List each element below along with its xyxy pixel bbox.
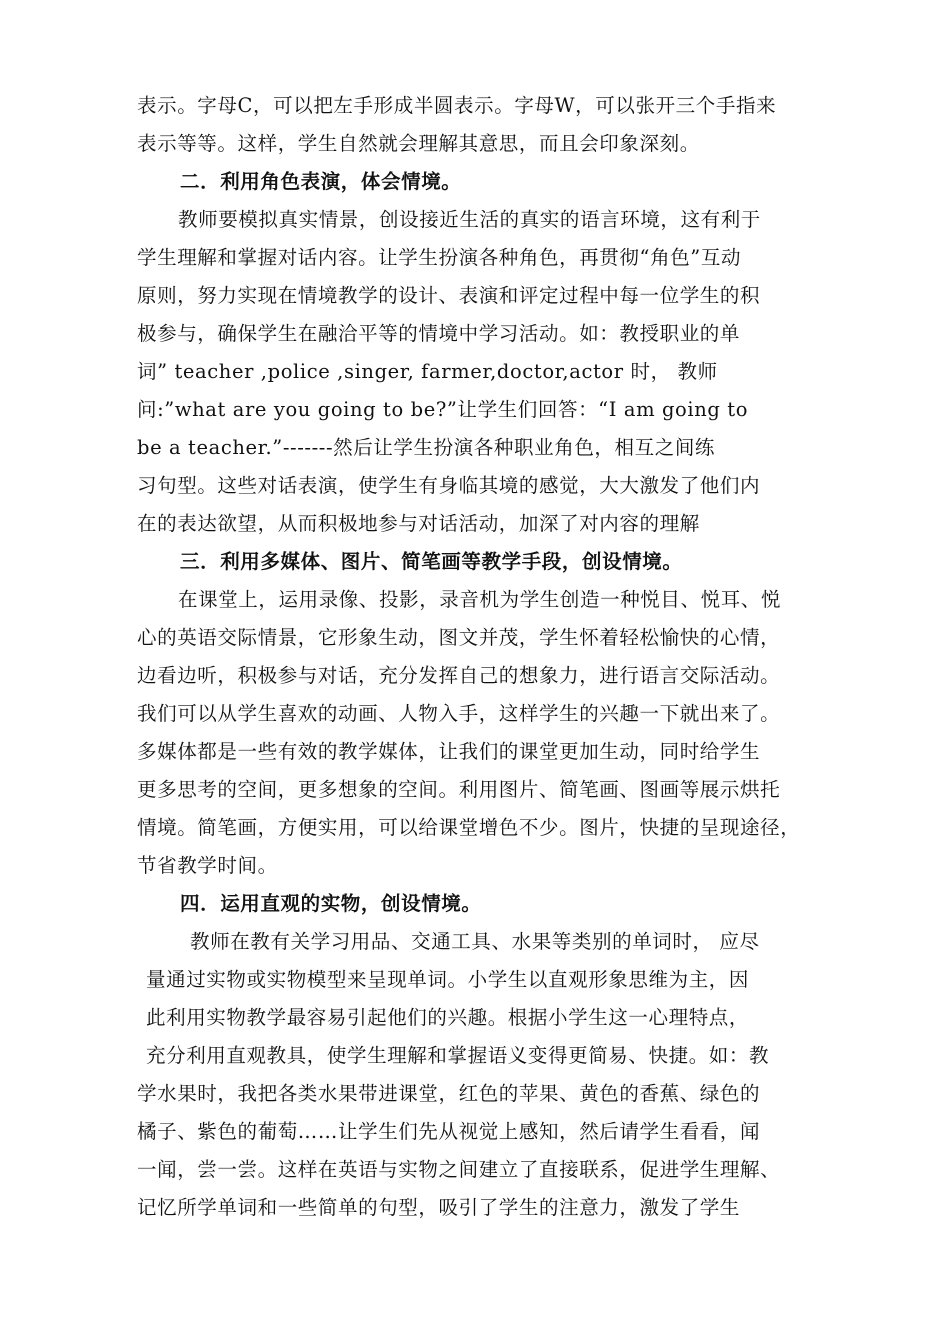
text-line: 橘子、紫色的葡萄……让学生们先从视觉上感知，然后请学生看看，闻 xyxy=(137,1120,761,1143)
text-line: 教师要模拟真实情景，创设接近生活的真实的语言环境，这有利于 xyxy=(178,208,761,231)
text-line: 节省教学时间。 xyxy=(137,854,278,877)
section-heading-3: 三．利用多媒体、图片、简笔画等教学手段，创设情境。 xyxy=(180,550,683,573)
text-line: 教师在教有关学习用品、交通工具、水果等类别的单词时， 应尽 xyxy=(190,930,760,953)
text-line: 习句型。这些对话表演，使学生有身临其境的感觉，大大激发了他们内 xyxy=(137,474,761,497)
text-line: 表示等等。这样，学生自然就会理解其意思，而且会印象深刻。 xyxy=(137,132,700,155)
text-line: 学生理解和掌握对话内容。让学生扮演各种角色，再贯彻“角色”互动 xyxy=(137,246,742,269)
text-line: 充分利用直观教具，使学生理解和掌握语义变得更简易、快捷。如：教 xyxy=(146,1044,770,1067)
text-line: 我们可以从学生喜欢的动画、人物入手，这样学生的兴趣一下就出来了。 xyxy=(137,702,781,725)
text-line: 量通过实物或实物模型来呈现单词。小学生以直观形象思维为主，因 xyxy=(146,968,750,991)
text-line: 一闻，尝一尝。这样在英语与实物之间建立了直接联系，促进学生理解、 xyxy=(137,1158,781,1181)
text-line: 词” teacher ,police ,singer, farmer,doctor,actor 时， 教师 xyxy=(137,360,718,383)
text-line: 记忆所学单词和一些简单的句型，吸引了学生的注意力，激发了学生 xyxy=(137,1196,741,1219)
section-heading-4: 四．运用直观的实物，创设情境。 xyxy=(180,892,482,915)
text-line: 在课堂上，运用录像、投影，录音机为学生创造一种悦目、悦耳、悦 xyxy=(178,588,782,611)
text-line: 问:”what are you going to be?”让学生们回答：“I am going to xyxy=(137,398,749,421)
text-line: 原则，努力实现在情境教学的设计、表演和评定过程中每一位学生的积 xyxy=(137,284,761,307)
text-line: 学水果时，我把各类水果带进课堂，红色的苹果、黄色的香蕉、绿色的 xyxy=(137,1082,761,1105)
text-line: 极参与，确保学生在融洽平等的情境中学习活动。如：教授职业的单 xyxy=(137,322,741,345)
text-line: 边看边听，积极参与对话，充分发挥自己的想象力，进行语言交际活动。 xyxy=(137,664,781,687)
section-heading-2: 二．利用角色表演，体会情境。 xyxy=(180,170,462,193)
text-line: 心的英语交际情景，它形象生动，图文并茂，学生怀着轻松愉快的心情， xyxy=(137,626,781,649)
text-line: be a teacher.”-------然后让学生扮演各种职业角色，相互之间练 xyxy=(137,436,716,459)
text-line: 多媒体都是一些有效的教学媒体，让我们的课堂更加生动，同时给学生 xyxy=(137,740,761,763)
text-line: 在的表达欲望，从而积极地参与对话活动，加深了对内容的理解 xyxy=(137,512,700,535)
text-line: 此利用实物教学最容易引起他们的兴趣。根据小学生这一心理特点， xyxy=(146,1006,750,1029)
text-line: 情境。简笔画，方便实用，可以给课堂增色不少。图片，快捷的呈现途径， xyxy=(137,816,801,839)
text-line: 更多思考的空间，更多想象的空间。利用图片、简笔画、图画等展示烘托 xyxy=(137,778,781,801)
text-line: 表示。字母C，可以把左手形成半圆表示。字母W，可以张开三个手指来 xyxy=(137,94,777,117)
